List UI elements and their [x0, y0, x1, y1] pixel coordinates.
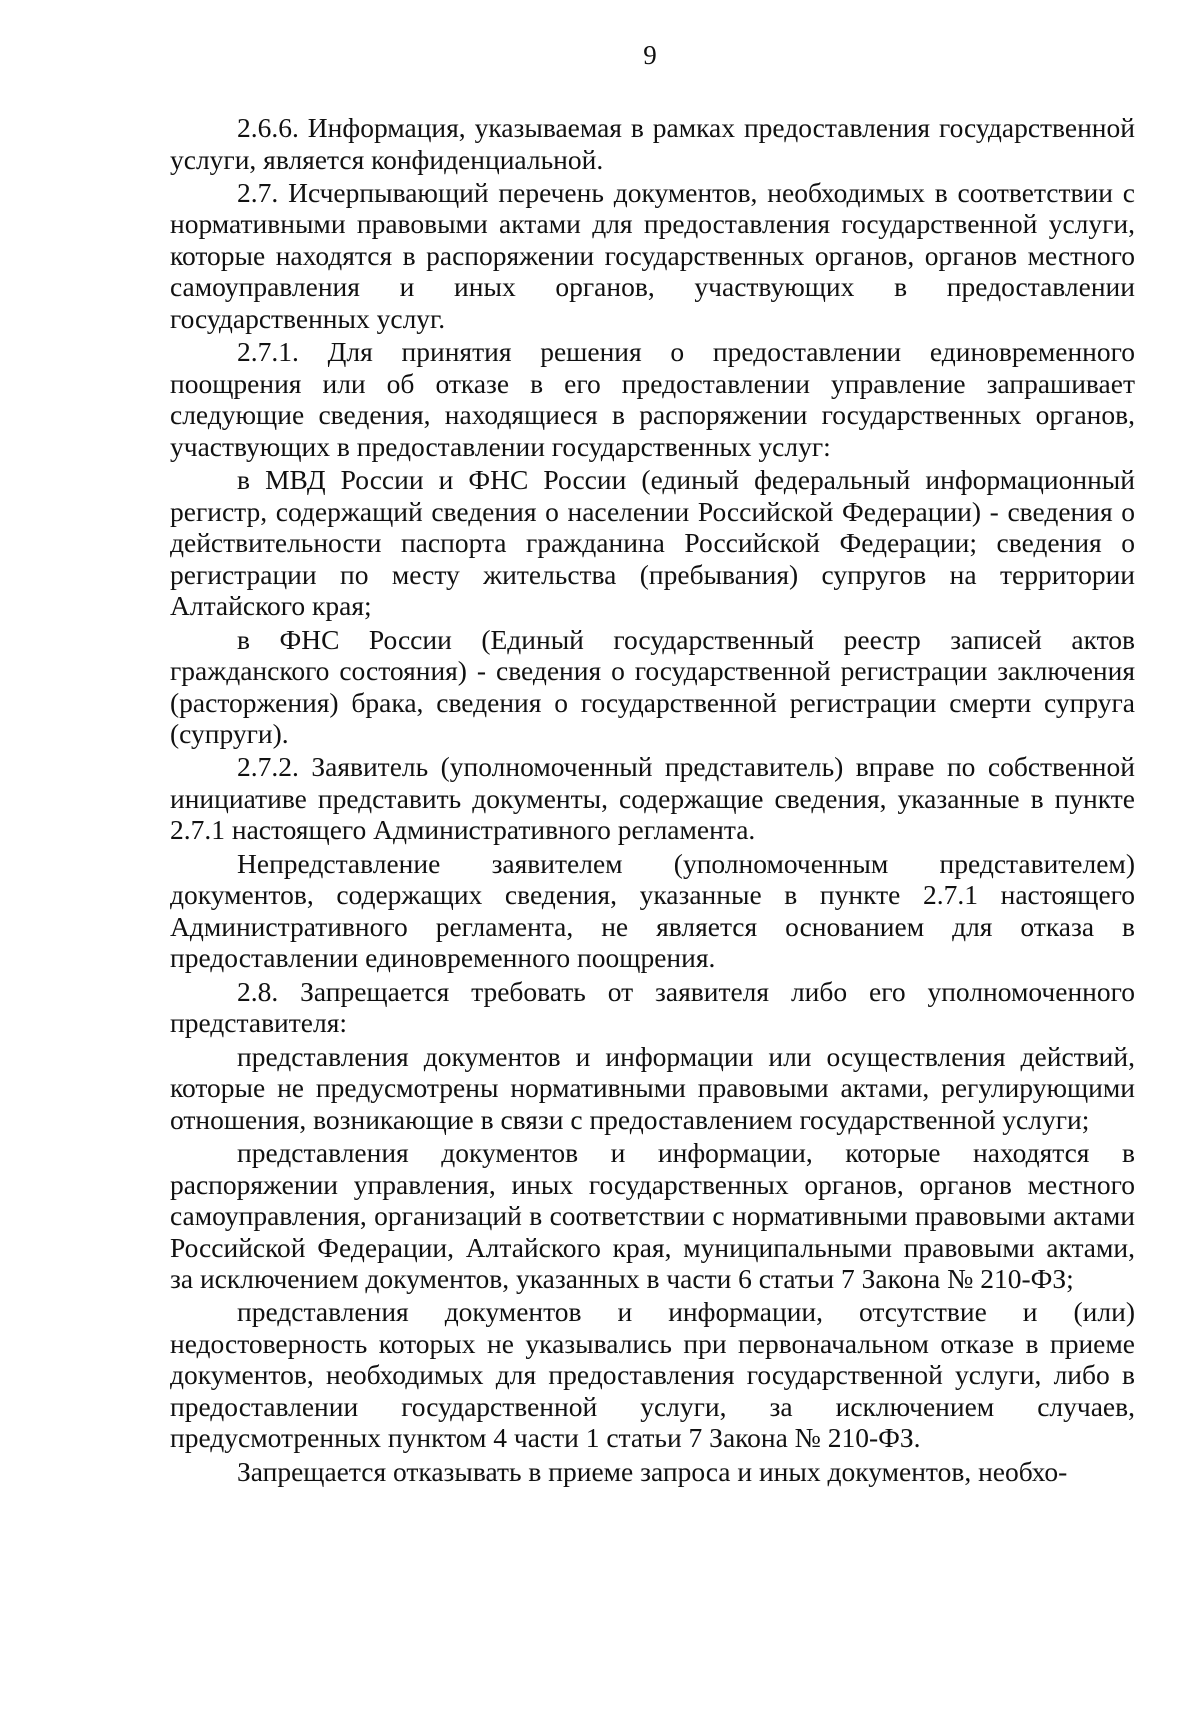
paragraph-list-item-1: представления документов и информации или осуществления действий, которые не предусмотрены нормативными правовыми актами, регулирующими отношения, возникающие в связи с предоставлением государственной услуги; — [170, 1040, 1135, 1135]
paragraph-2-7-2: 2.7.2. Заявитель (уполномоченный представитель) вправе по собственной инициативе представить документы, содержащие сведения, указанные в пункте 2.7.1 настоящего Административного регламента. — [170, 751, 1135, 846]
paragraph-2-7: 2.7. Исчерпывающий перечень документов, необходимых в соответствии с нормативными правовыми актами для предоставления государственной услуги, которые находятся в распоряжении государственных органов, органов местного самоуправления и иных органов, участвующих в предоставлении государственных услуг. — [170, 176, 1135, 334]
paragraph-2-6-6: 2.6.6. Информация, указываемая в рамках предоставления государственной услуги, является конфиденциальной. — [170, 112, 1135, 175]
document-body — [170, 112, 1135, 1489]
paragraph-2-8: 2.8. Запрещается требовать от заявителя либо его уполномоченного представителя: — [170, 975, 1135, 1039]
paragraph-mvd-fns: в МВД России и ФНС России (единый федеральный информационный регистр, содержащий сведения о населении Российской Федерации) - сведения о действительности паспорта гражданина Российской Федерации; сведения о регистрации по месту жительства (пребывания) супругов на территории Алтайского края; — [170, 464, 1135, 622]
paragraph-prohibition: Запрещается отказывать в приеме запроса и иных документов, необхо- — [237, 1455, 1068, 1487]
page-number: 9 — [643, 40, 657, 70]
paragraph-list-item-2: представления документов и информации, которые находятся в распоряжении управления, иных государственных органов, органов местного самоуправления, организаций в соответствии с нормативными правовыми актами Российской Федерации, Алтайского края, муниципальными правовыми актами, за исключением документов, указанных в части 6 статьи 7 Закона № 210-ФЗ; — [170, 1137, 1135, 1295]
paragraph-2-7-1: 2.7.1. Для принятия решения о предоставлении единовременного поощрения или об отказе в его предоставлении управление запрашивает следующие сведения, находящиеся в распоряжении государственных органов, участвующих в предоставлении государственных услуг: — [170, 336, 1135, 462]
paragraph-list-item-3: представления документов и информации, отсутствие и (или) недостоверность которых не указывались при первоначальном отказе в приеме документов, необходимых для предоставления государственной услуги, либо в предоставлении государственной услуги, за исключением случаев, предусмотренных пунктом 4 части 1 статьи 7 Закона № 210-ФЗ. — [170, 1296, 1135, 1454]
paragraph-fns-zags: в ФНС России (Единый государственный реестр записей актов гражданского состояния) - сведения о государственной регистрации заключения (расторжения) брака, сведения о государственной регистрации смерти супруга (супруги). — [170, 623, 1135, 750]
paragraph-non-submission: Непредставление заявителем (уполномоченным представителем) документов, содержащих сведения, указанные в пункте 2.7.1 настоящего Административного регламента, не является основанием для отказа в предоставлении единовременного поощрения. — [170, 847, 1135, 974]
